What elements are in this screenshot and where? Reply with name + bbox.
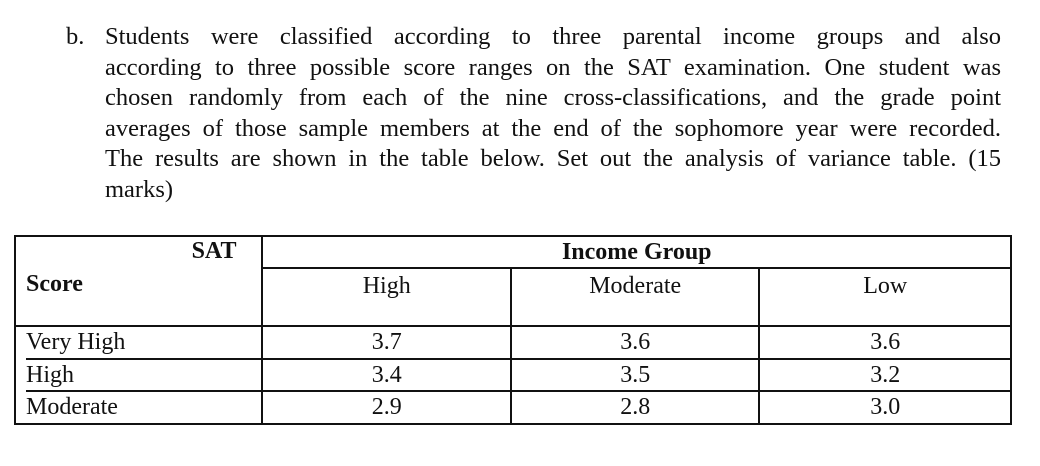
table-cell: 3.0 xyxy=(870,394,901,420)
question-line: according to three possible score ranges on the SAT examination. One student was xyxy=(105,53,1001,81)
row-label: High xyxy=(26,360,261,393)
values-column-low xyxy=(759,326,1011,424)
question-line: marks) xyxy=(105,175,174,203)
question-line: chosen randomly from each of the nine cross-classifications, and the grade point xyxy=(105,84,1001,112)
table-cell: 3.6 xyxy=(512,327,758,360)
gpa-table xyxy=(14,235,1012,425)
table-cell: 3.2 xyxy=(760,360,1010,393)
row-label: Moderate xyxy=(26,394,118,420)
table-cell: 2.9 xyxy=(371,394,402,420)
row-labels-cell xyxy=(15,326,262,424)
table-cell: 3.5 xyxy=(512,360,758,393)
row-label: Very High xyxy=(26,327,261,360)
question-line: The results are shown in the table below. Set out the analysis of variance table. (15 xyxy=(105,145,1001,173)
column-header-low: Low xyxy=(759,268,1011,326)
column-header-high: High xyxy=(262,268,510,326)
corner-header-cell xyxy=(15,236,262,326)
question-label: b. xyxy=(66,23,85,50)
table-cell: 3.7 xyxy=(263,327,509,360)
values-column-moderate xyxy=(511,326,759,424)
table-cell: 2.8 xyxy=(620,394,651,420)
table-cell: 3.6 xyxy=(760,327,1010,360)
income-group-header: Income Group xyxy=(262,236,1011,268)
question-text xyxy=(105,22,1001,206)
values-column-high xyxy=(262,326,510,424)
question-block xyxy=(66,22,1001,206)
table-cell: 3.4 xyxy=(263,360,509,393)
question-line: averages of those sample members at the end of the sophomore year were recorded. xyxy=(105,114,1001,142)
sat-header: SAT xyxy=(191,238,237,264)
column-header-moderate: Moderate xyxy=(511,268,759,326)
score-header: Score xyxy=(26,271,83,297)
question-line: Students were classified according to three parental income groups and also xyxy=(105,23,1001,50)
